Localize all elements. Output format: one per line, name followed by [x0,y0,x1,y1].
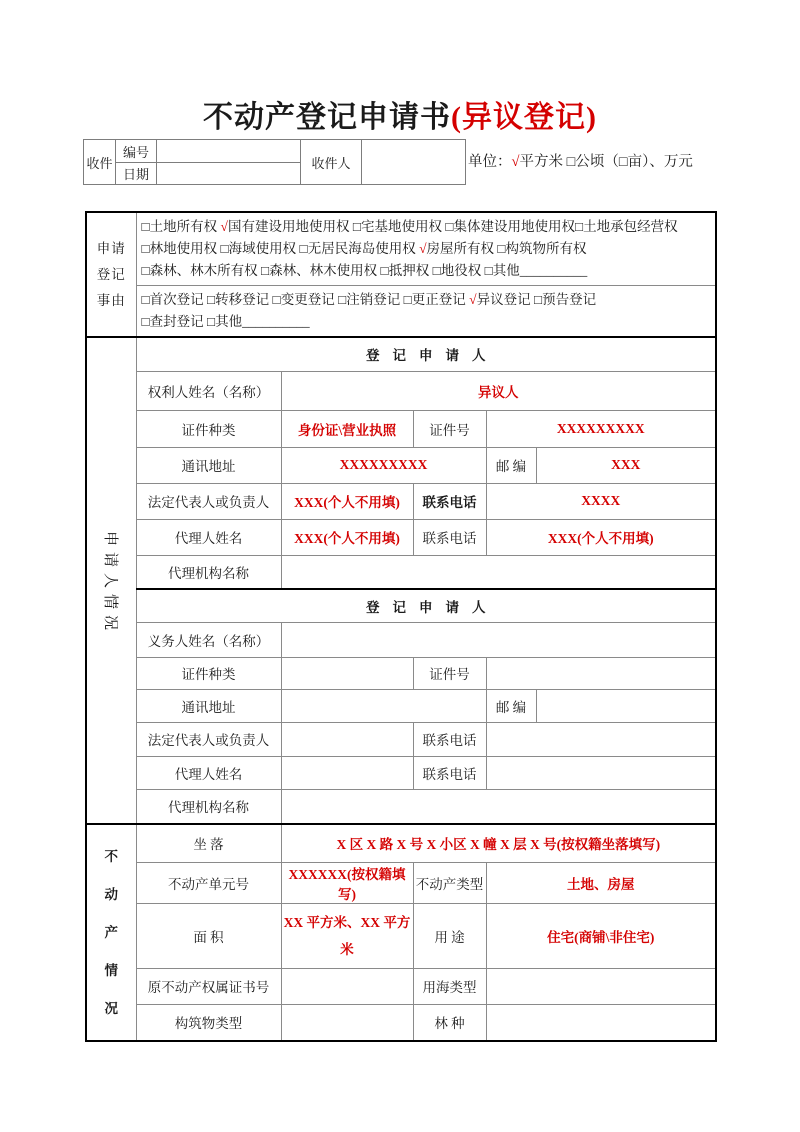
applicant1-certno-field: XXXXXXXXX [486,410,716,447]
applicant1-agent-field: XXX(个人不用填) [281,519,413,555]
applicant1-name-label: 权利人姓名（名称） [136,371,281,410]
applicant2-phone1-label: 联系电话 [413,722,486,756]
property-unitno-label: 不动产单元号 [136,862,281,903]
receipt-no-field [157,140,301,163]
applicant2-certno-label: 证件号 [413,657,486,689]
applicant2-cert-field [281,657,413,689]
applicant2-agent-label: 代理人姓名 [136,756,281,789]
property-unitno-field: XXXXXX(按权籍填写) [281,862,413,903]
applicant2-name-field [281,622,716,657]
rights-line-2: □林地使用权 □海域使用权 □无居民海岛使用权 √房屋所有权 □构筑物所有权 [141,241,587,256]
checked-mark: √ [469,292,477,307]
applicant2-addr-label: 通讯地址 [136,689,281,722]
reason-line-1: □首次登记 □转移登记 □变更登记 □注销登记 □更正登记 √异议登记 □预告登记 [141,292,597,307]
main-form-table [85,211,717,1042]
receipt-label: 收件 [84,140,116,185]
applicant2-name-label: 义务人姓名（名称） [136,622,281,657]
applicant1-phone1-field: XXXX [486,483,716,519]
receipt-receiver-label: 收件人 [301,140,362,185]
applicant2-certno-field [486,657,716,689]
applicant1-cert-label: 证件种类 [136,410,281,447]
applicant1-phone2-label: 联系电话 [413,519,486,555]
property-seatype-label: 用海类型 [413,968,486,1004]
applicant2-agency-label: 代理机构名称 [136,789,281,824]
property-seatype-field [486,968,716,1004]
applicant2-zip-field [536,689,716,722]
applicant2-addr-field [281,689,486,722]
applicant1-legal-field: XXX(个人不用填) [281,483,413,519]
checked-mark: √ [419,241,427,256]
property-location-label: 坐 落 [136,824,281,862]
property-area-label: 面 积 [136,903,281,968]
applicant1-legal-label: 法定代表人或负责人 [136,483,281,519]
receipt-date-label: 日期 [116,163,157,185]
rights-line-1: □土地所有权 √国有建设用地使用权 □宅基地使用权 □集体建设用地使用权□土地承包经营权 [141,219,678,234]
receipt-receiver-field [362,140,466,185]
applicant1-header: 登记申请人 [136,337,716,371]
property-origcert-field [281,968,413,1004]
applicant2-phone2-label: 联系电话 [413,756,486,789]
applicant1-phone2-field: XXX(个人不用填) [486,519,716,555]
property-forest-field [486,1004,716,1041]
unit-note-rest: 平方米 □公顷（□亩）、万元 [519,154,693,170]
property-use-label: 用 途 [413,903,486,968]
applicant1-zip-label: 邮 编 [486,447,536,483]
applicant2-cert-label: 证件种类 [136,657,281,689]
property-type-field: 土地、房屋 [486,862,716,903]
page-title [0,92,800,136]
applicant1-name-field: 异议人 [281,371,716,410]
applicant1-phone1-label: 联系电话 [413,483,486,519]
applicant1-agency-label: 代理机构名称 [136,555,281,589]
applicant2-legal-label: 法定代表人或负责人 [136,722,281,756]
applicant2-header: 登记申请人 [136,589,716,622]
rights-checkbox-group [136,212,716,286]
applicant1-addr-label: 通讯地址 [136,447,281,483]
unit-checkmark: √ [511,154,520,170]
property-use-field: 住宅(商铺\非住宅) [486,903,716,968]
property-structure-label: 构筑物类型 [136,1004,281,1041]
rights-line-3: □森林、林木所有权 □森林、林木使用权 □抵押权 □地役权 □其他__________ [141,263,588,278]
applicant1-certno-label: 证件号 [413,410,486,447]
applicant1-cert-field: 身份证\营业执照 [281,410,413,447]
applicant2-agency-field [281,789,716,824]
page-title-suffix: (异议登记) [451,101,597,134]
unit-note [468,150,693,171]
receipt-table [83,139,466,185]
applicant2-phone2-field [486,756,716,789]
section-label-apply-reason: 申请 登记 事由 [86,212,136,337]
property-structure-field [281,1004,413,1041]
section-label-applicant-info: 申 请 人 情 况 [86,337,136,824]
applicant1-zip-field: XXX [536,447,716,483]
property-forest-label: 林 种 [413,1004,486,1041]
section-label-property-info: 不 动 产 情 况 [86,824,136,1041]
reason-line-2: □查封登记 □其他__________ [141,314,310,329]
page-title-main: 不动产登记申请书 [203,101,451,134]
applicant2-zip-label: 邮 编 [486,689,536,722]
applicant2-legal-field [281,722,413,756]
applicant1-addr-field: XXXXXXXXX [281,447,486,483]
applicant1-agency-field [281,555,716,589]
checked-mark: √ [220,219,228,234]
receipt-date-field [157,163,301,185]
property-origcert-label: 原不动产权属证书号 [136,968,281,1004]
applicant2-phone1-field [486,722,716,756]
unit-note-prefix: 单位： [468,154,512,170]
applicant2-agent-field [281,756,413,789]
property-type-label: 不动产类型 [413,862,486,903]
receipt-no-label: 编号 [116,140,157,163]
property-location-field: X 区 X 路 X 号 X 小区 X 幢 X 层 X 号(按权籍坐落填写) [281,824,716,862]
property-area-field: XX 平方米、XX 平方米 [281,903,413,968]
reason-checkbox-group [136,286,716,338]
applicant1-agent-label: 代理人姓名 [136,519,281,555]
